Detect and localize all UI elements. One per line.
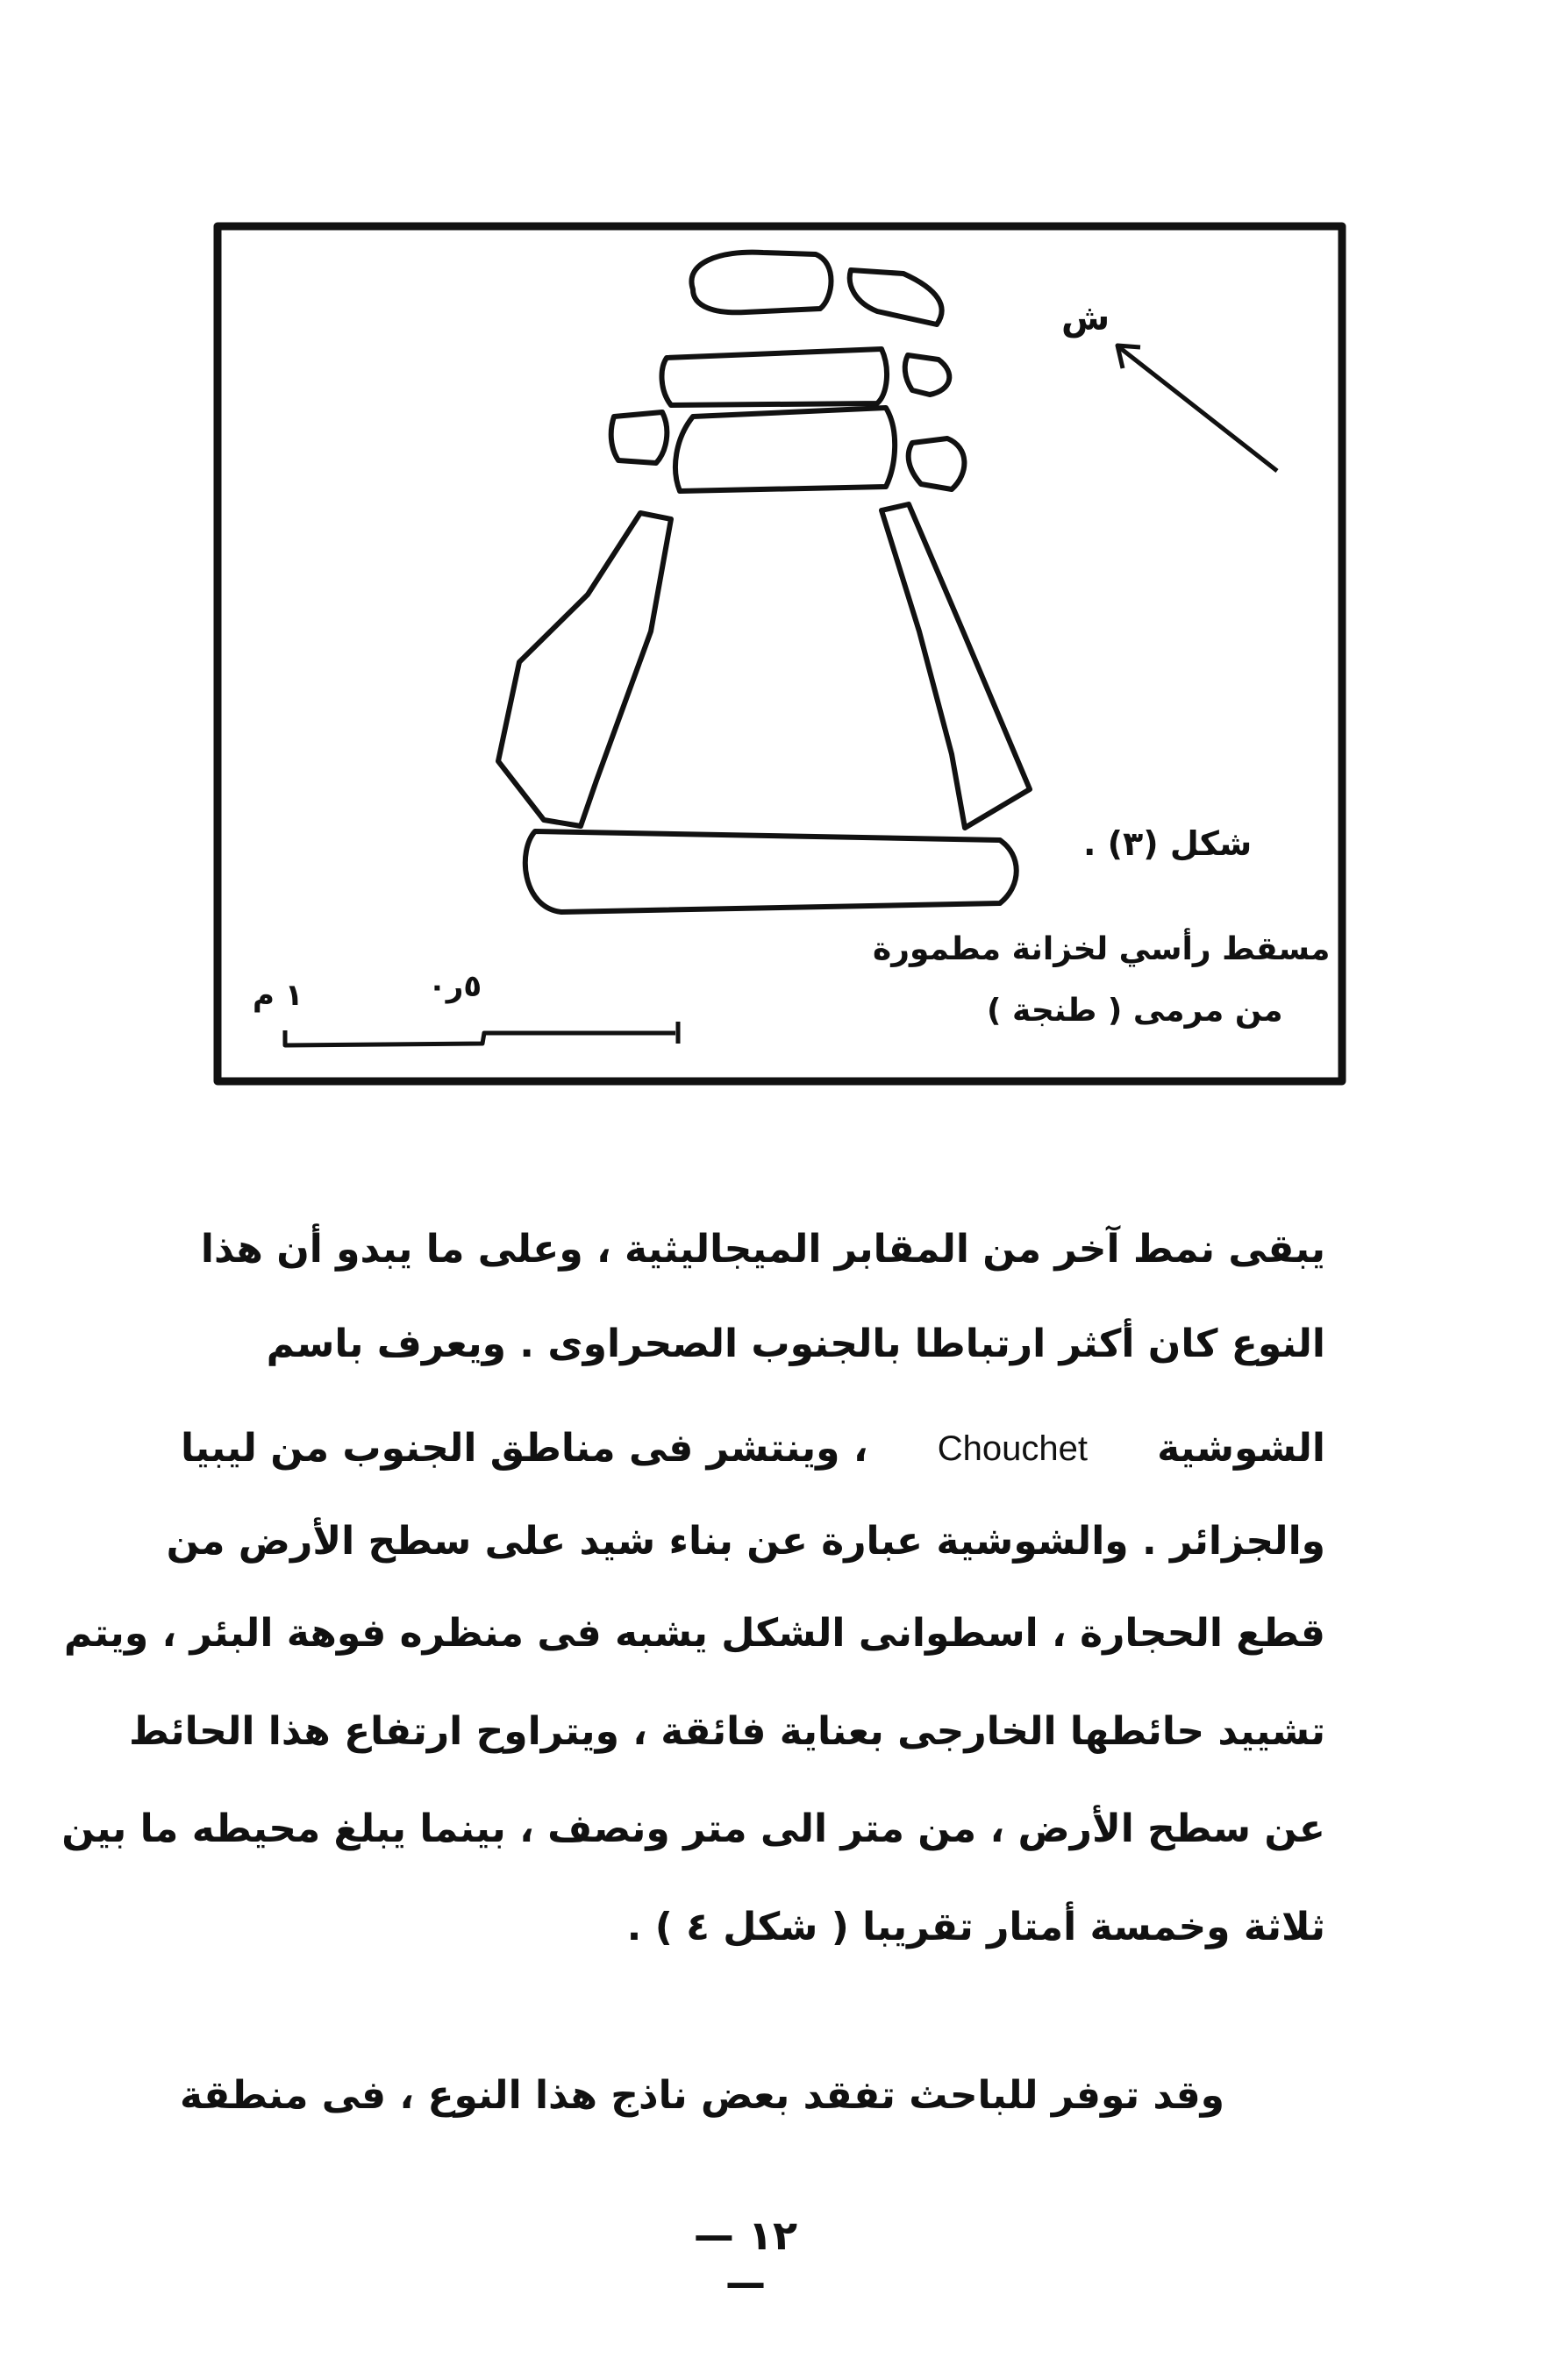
body-line [181, 1901, 1325, 1954]
body-line [181, 1223, 1325, 1276]
body-line [63, 1607, 1325, 1660]
latin-term: Chouchet [937, 1429, 1088, 1468]
body-line [61, 1803, 1325, 1856]
figure-caption-line1: مسقط رأسي لخزانة مطمورة [873, 931, 1331, 967]
body-text: تشييد حائطها الخارجى بعناية فائقة ، ويتراوح ارتفاع هذا الحائط [128, 1709, 1325, 1754]
north-label: ش [1061, 298, 1110, 338]
stone [882, 504, 1030, 828]
body-line [166, 1515, 1325, 1568]
scale-bar [285, 1022, 678, 1045]
body-text: قطع الحجارة ، اسطوانى الشكل يشبه فى منظره فوهة البئر ، ويتم [63, 1611, 1325, 1656]
stone [675, 408, 895, 491]
body-text: ، وينتشر فى مناطق الجنوب من ليبيا [181, 1426, 868, 1471]
figure-caption-line2: من مرمى ( طنجة ) [987, 993, 1283, 1029]
body-text: الشوشية [1157, 1426, 1325, 1471]
stone [662, 349, 888, 405]
page-number: — ١٢ — [693, 2212, 798, 2306]
body-text: عن سطح الأرض ، من متر الى متر ونصف ، بينما يبلغ محيطه ما بين [61, 1806, 1325, 1851]
body-text: يبقى نمط آخر من المقابر الميجاليثية ، وعلى ما يبدو أن هذا [200, 1227, 1325, 1272]
body-line [181, 1318, 1325, 1371]
stone [525, 831, 1017, 912]
body-line [181, 1422, 1325, 1475]
stones [498, 253, 1030, 912]
body-line [128, 1706, 1325, 1758]
stone [905, 355, 950, 395]
stone [611, 412, 667, 463]
stone [850, 270, 942, 324]
body-text: وقد توفر للباحث تفقد بعض ناذج هذا النوع ، فى منطقة [180, 2073, 1224, 2118]
stone [909, 438, 965, 489]
scale-label-mid: ٥ر٠ [428, 969, 482, 1004]
north-arrow-icon [1117, 346, 1277, 471]
body-text: النوع كان أكثر ارتباطا بالجنوب الصحراوى . ويعرف باسم [266, 1322, 1325, 1366]
body-text: ثلاثة وخمسة أمتار تقريبا ( شكل ٤ ) . [626, 1905, 1325, 1949]
body-line [181, 2070, 1224, 2122]
scale-label-end: ١ م [253, 978, 303, 1013]
figure-label: شكل (٣) . [1083, 824, 1253, 863]
body-text: والجزائر . والشوشية عبارة عن بناء شيد على سطح الأرض من [166, 1519, 1325, 1564]
stone [498, 513, 671, 826]
stone [691, 253, 831, 313]
